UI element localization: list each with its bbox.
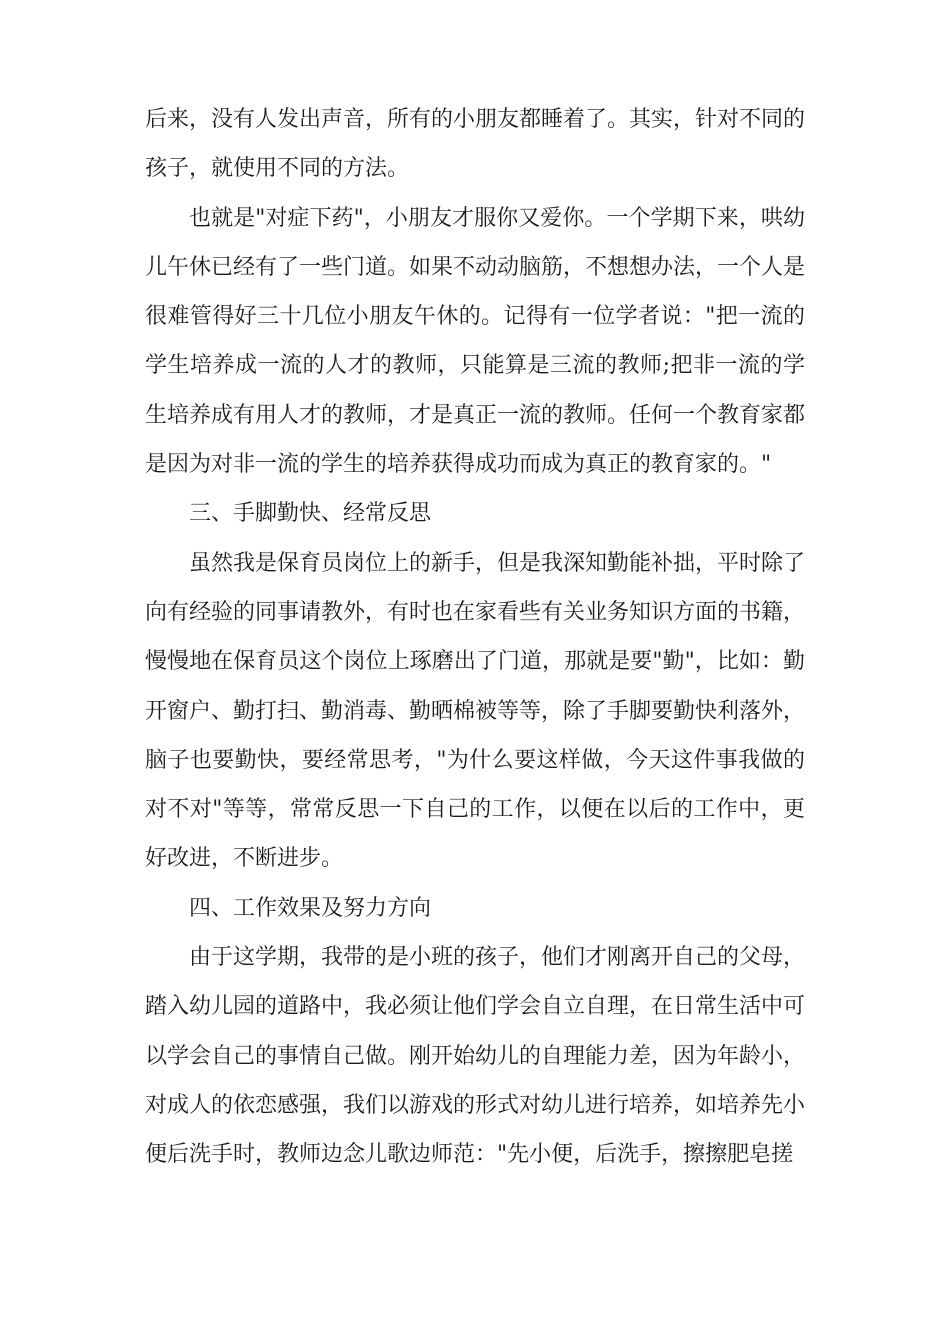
document-body: [145, 95, 805, 1180]
paragraph-work-results: 由于这学期，我带的是小班的孩子，他们才刚离开自己的父母，踏入幼儿园的道路中，我必须让他们学会自立自理，在日常生活中可以学会自己的事情自己做。刚开始幼儿的自理能力差，因为年龄小，对成人的依恋感强，我们以游戏的形式对幼儿进行培养，如培养先小便后洗手时，教师边念儿歌边师范："先小便，后洗手，擦擦肥皂搓: [145, 945, 806, 1168]
section-heading-three: 三、手脚勤快、经常反思: [189, 501, 432, 527]
paragraph-continuation: 后来，没有人发出声音，所有的小朋友都睡着了。其实，针对不同的孩子，就使用不同的方法。: [145, 107, 806, 182]
section-heading-four: 四、工作效果及努力方向: [189, 895, 432, 921]
paragraph-diligence: 虽然我是保育员岗位上的新手，但是我深知勤能补拙，平时除了向有经验的同事请教外，有时也在家看些有关业务知识方面的书籍，慢慢地在保育员这个岗位上琢磨出了门道，那就是要"勤"，比如：勤开窗户、勤打扫、勤消毒、勤晒棉被等等，除了手脚要勤快利落外，脑子也要勤快，要经常思考，"为什么要这样做，今天这件事我做的对不对"等等，常常反思一下自己的工作，以便在以后的工作中，更好改进，不断进步。: [145, 550, 806, 872]
paragraph-targeted-methods: 也就是"对症下药"，小朋友才服你又爱你。一个学期下来，哄幼儿午休已经有了一些门道。如果不动动脑筋，不想想办法，一个人是很难管得好三十几位小朋友午休的。记得有一位学者说："把一流的学生培养成一流的人才的教师，只能算是三流的教师;把非一流的学生培养成有用人才的教师，才是真正一流的教师。任何一个教育家都是因为对非一流的学生的培养获得成功而成为真正的教育家的。": [145, 205, 806, 478]
